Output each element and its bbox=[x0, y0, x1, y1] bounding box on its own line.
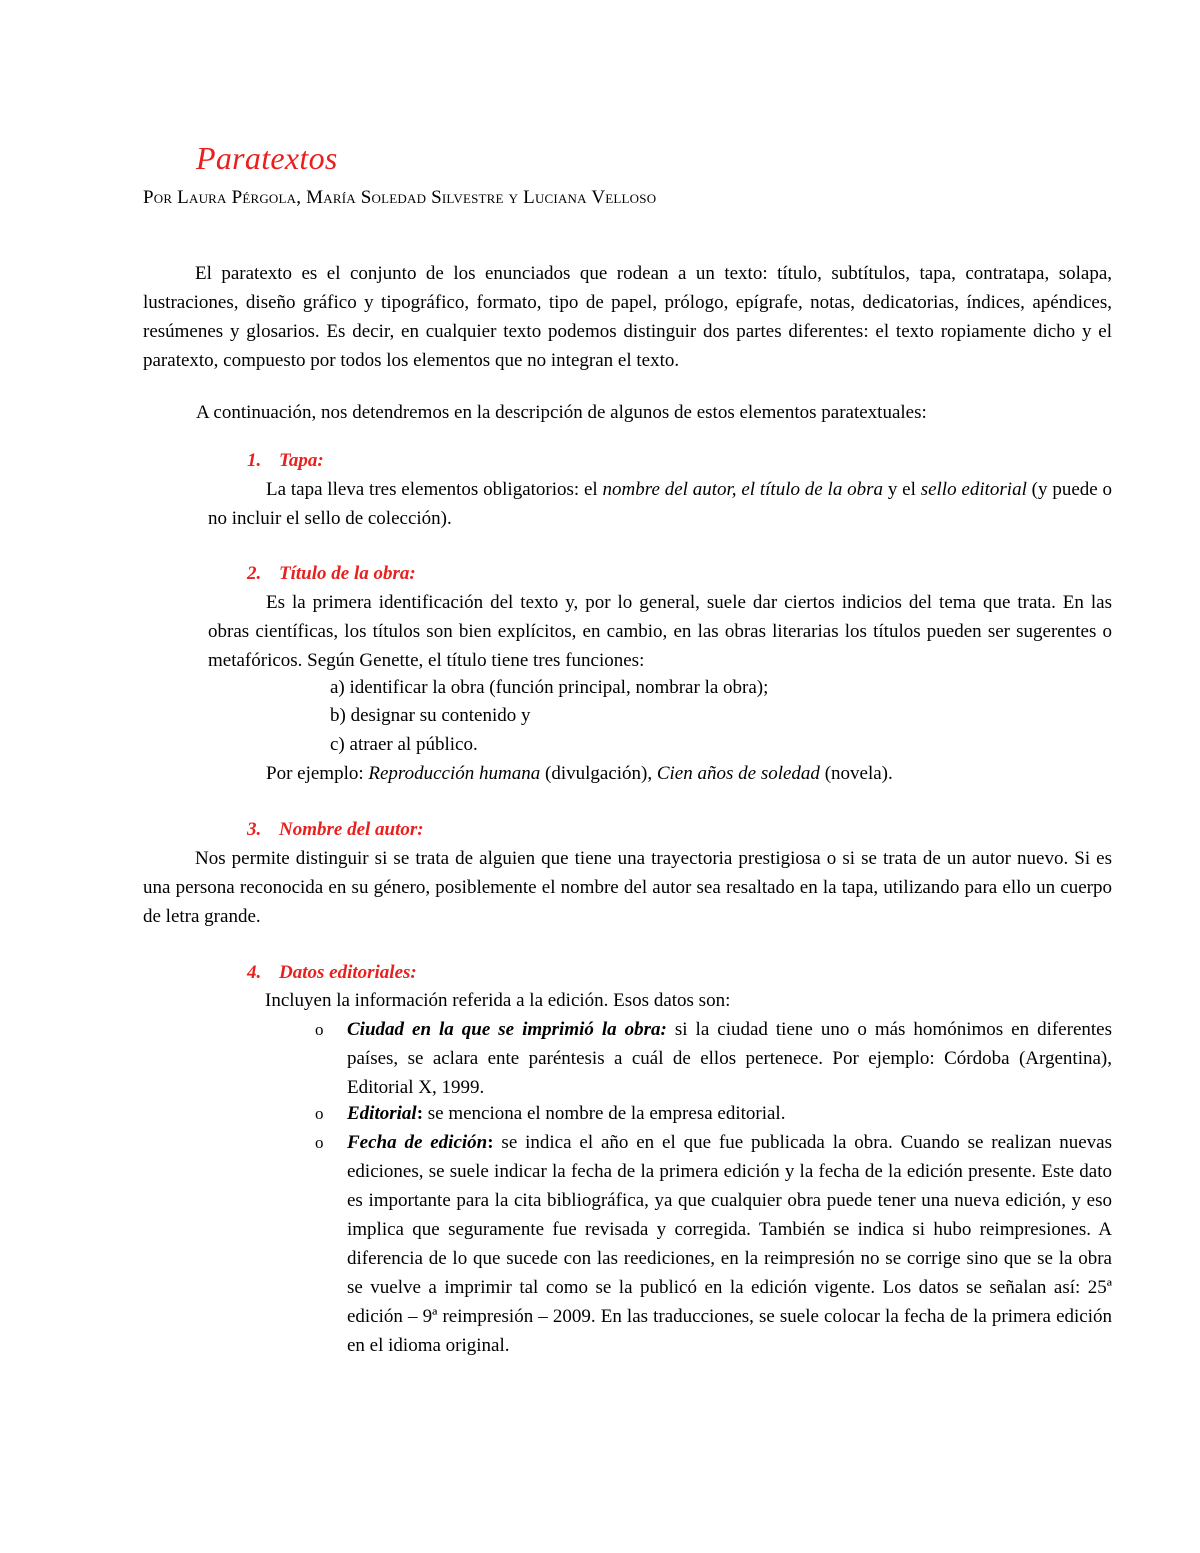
section-title: Nombre del autor: bbox=[279, 819, 424, 840]
example-text-b: Reproducción humana bbox=[368, 763, 541, 784]
section-body-tapa bbox=[208, 475, 1112, 533]
section-number: 3. bbox=[247, 819, 262, 840]
section-number: 1. bbox=[247, 450, 262, 471]
bullet-item-editorial bbox=[347, 1099, 1112, 1128]
tapa-text-d: sello editorial bbox=[920, 479, 1027, 500]
document-authors: Por Laura Pérgola, María Soledad Silvestre y Luciana Velloso bbox=[143, 187, 657, 208]
tapa-text-a: La tapa lleva tres elementos obligatorios: el bbox=[266, 479, 603, 500]
example-text-d: Cien años de soledad bbox=[656, 763, 820, 784]
section-body-titulo bbox=[208, 588, 1112, 675]
section-heading-tapa bbox=[247, 446, 324, 475]
bullet-marker: o bbox=[315, 1020, 324, 1039]
bullet-item-fecha bbox=[347, 1128, 1112, 1360]
section-heading-autor bbox=[247, 815, 424, 844]
tapa-text-c: y el bbox=[883, 479, 921, 500]
bullet-label: Fecha de edición bbox=[347, 1132, 488, 1153]
bullet-colon: : bbox=[416, 1103, 424, 1124]
example-line bbox=[266, 759, 893, 788]
intro-text: El paratexto es el conjunto de los enunciados que rodean a un texto: título, subtítulos, tapa, contratapa, solapa, lustraciones, diseño gráfico y tipográfico, formato, tipo de papel, prólogo, epígrafe, notas, dedicatorias, índices, apéndices, resúmenes y glosarios. Es decir, en cualquier texto podemos distinguir dos partes diferentes: el texto ropiamente dicho y el paratexto, compuesto por todos los elementos que no integran el texto. bbox=[143, 263, 1112, 371]
function-item: a) identificar la obra (función principal, nombrar la obra); bbox=[330, 677, 769, 698]
tapa-text-b: nombre del autor, el título de la obra bbox=[602, 479, 884, 500]
section-heading-datos bbox=[247, 958, 417, 987]
bullet-marker: o bbox=[315, 1104, 324, 1123]
section-body-autor bbox=[143, 844, 1112, 931]
titulo-text: Es la primera identificación del texto y, por lo general, suele dar ciertos indicios del tema que trata. En las obras científicas, los títulos son bien explícitos, en cambio, en las obras literarias los títulos pueden ser sugerentes o metafóricos. Según Genette, el título tiene tres funciones: bbox=[208, 592, 1112, 671]
document-title: Paratextos bbox=[196, 140, 338, 176]
section-title: Datos editoriales: bbox=[279, 962, 417, 983]
section-number: 4. bbox=[247, 962, 262, 983]
section-title: Tapa: bbox=[279, 450, 324, 471]
bullet-label: Editorial bbox=[347, 1103, 417, 1124]
intro-paragraph bbox=[143, 259, 1112, 375]
lead-paragraph: A continuación, nos detendremos en la descripción de algunos de estos elementos paratextuales: bbox=[196, 402, 927, 423]
section-heading-titulo bbox=[247, 559, 416, 588]
section-title: Título de la obra: bbox=[279, 563, 416, 584]
bullet-colon: : bbox=[487, 1132, 494, 1153]
example-text-e: (novela). bbox=[819, 763, 893, 784]
bullet-label: Ciudad en la que se imprimió la obra: bbox=[347, 1019, 667, 1040]
bullet-marker: o bbox=[315, 1133, 324, 1152]
bullet-text: se menciona el nombre de la empresa editorial. bbox=[423, 1103, 786, 1124]
function-item: c) atraer al público. bbox=[330, 734, 478, 755]
section-number: 2. bbox=[247, 563, 262, 584]
bullet-text: se indica el año en el que fue publicada la obra. Cuando se realizan nuevas ediciones, se suele indicar la fecha de la primera edición y la fecha de la edición presente. Este dato es importante para la cita bibliográfica, ya que cualquier obra puede tener una nueva edición, y eso implica que seguramente fue revisada y corregida. También se indica si hubo reimpresiones. A diferencia de lo que sucede con las reediciones, en la reimpresión no se corrige sino que se la obra se vuelve a imprimir tal como se la publicó en la edición vigente. Los datos se señalan así: 25ª edición – 9ª reimpresión – 2009. En las traducciones, se suele colocar la fecha de la primera edición en el idioma original. bbox=[347, 1132, 1113, 1356]
autor-text: Nos permite distinguir si se trata de alguien que tiene una trayectoria prestigiosa o si se trata de un autor nuevo. Si es una persona reconocida en su género, posiblemente el nombre del autor sea resaltado en la tapa, utilizando para ello un cuerpo de letra grande. bbox=[143, 848, 1112, 927]
bullet-item-ciudad bbox=[347, 1015, 1112, 1102]
datos-intro: Incluyen la información referida a la edición. Esos datos son: bbox=[265, 990, 731, 1011]
example-text-c: (divulgación), bbox=[540, 763, 657, 784]
example-text-a: Por ejemplo: bbox=[266, 763, 369, 784]
bullet-text: si la ciudad tiene uno o más homónimos en diferentes países, se aclara ente paréntesis a cuál de ellos pertenece. Por ejemplo: Córdoba (Argentina), Editorial X, 1999. bbox=[347, 1019, 1112, 1098]
function-item: b) designar su contenido y bbox=[330, 705, 531, 726]
tapa-text-e: (y puede o no incluir el sello de colección). bbox=[208, 479, 1112, 529]
